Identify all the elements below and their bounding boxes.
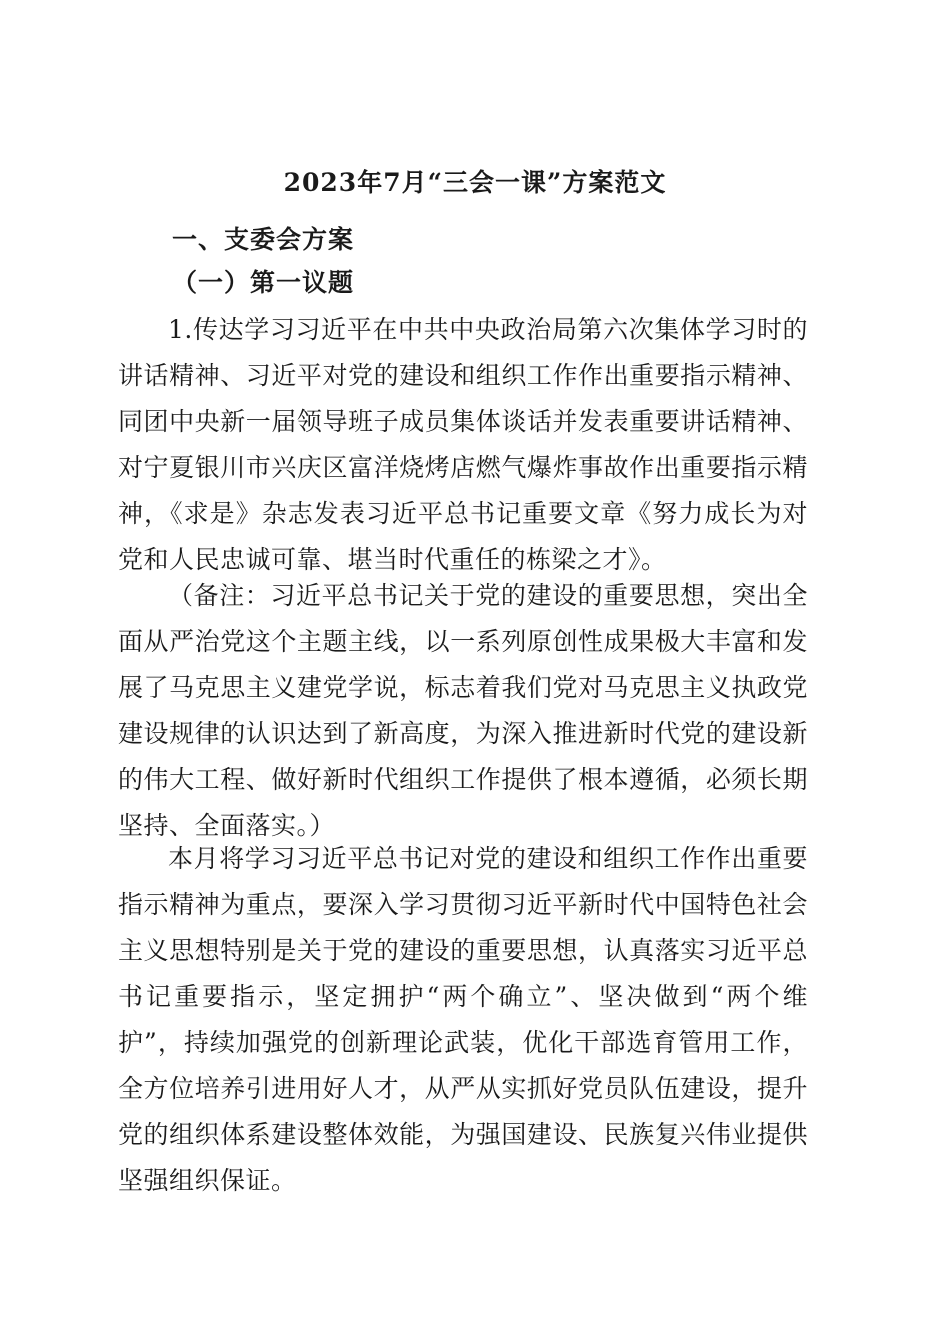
paragraph-note: （备注：习近平总书记关于党的建设的重要思想，突出全面从严治党这个主题主线，以一系列原创性成果极大丰富和发展了马克思主义建党学说，标志着我们党对马克思主义执政党建设规律的认识达到了新高度，为深入推进新时代党的建设新的伟大工程、做好新时代组织工作提供了根本遵循，必须长期坚持、全面落实。） — [118, 581, 808, 840]
paragraph-focus: 本月将学习习近平总书记对党的建设和组织工作作出重要指示精神为重点，要深入学习贯彻习近平新时代中国特色社会主义思想特别是关于党的建设的重要思想，认真落实习近平总书记重要指示，坚定拥护“两个确立”、坚决做到“两个维护”，持续加强党的创新理论武装，优化干部选育管用工作，全方位培养引进用好人才，从严从实抓好党员队伍建设，提升党的组织体系建设整体效能，为强国建设、民族复兴伟业提供坚强组织保证。 — [118, 844, 808, 1195]
paragraph-transmission: 1.传达学习习近平在中共中央政治局第六次集体学习时的讲话精神、习近平对党的建设和组织工作作出重要指示精神、同团中央新一届领导班子成员集体谈话并发表重要讲话精神、对宁夏银川市兴庆区富洋烧烤店燃气爆炸事故作出重要指示精神，《求是》杂志发表习近平总书记重要文章《努力成长为对党和人民忠诚可靠、堪当时代重任的栋梁之才》。 — [118, 315, 808, 574]
subsection-heading: （一）第一议题 — [172, 268, 355, 297]
section-heading: 一、支委会方案 — [172, 225, 355, 254]
document-title: 2023年7月“三会一课”方案范文 — [283, 168, 667, 197]
